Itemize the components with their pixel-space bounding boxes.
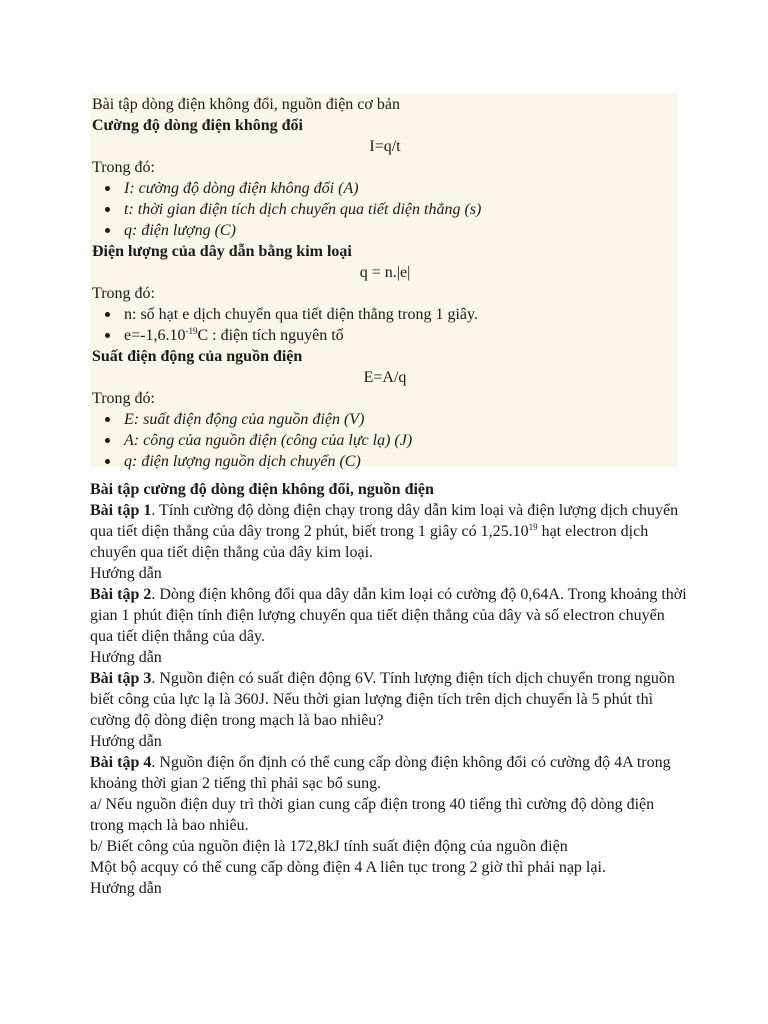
exercise-1	[90, 500, 690, 563]
exercise-text: . Tính cường độ dòng điện chạy trong dây dẫn kim loại và điện lượng dịch chuyển qua tiết diện thẳng của dây trong 2 phút, biết trong 1 giây có 1,25.10	[90, 502, 679, 540]
exercise-text: hạt electron dịch chuyển qua tiết diện thẳng của dây kim loại.	[90, 523, 649, 561]
exercise-text: . Nguồn điện ổn định có thể cung cấp dòng điện không đổi có cường độ 4A trong khoảng thời gian 2 tiếng thì phải sạc bổ sung.	[90, 754, 671, 792]
formula-charge: q = n.|e|	[359, 264, 411, 281]
list-item: n: số hạt e dịch chuyển qua tiết diện thẳng trong 1 giây.	[92, 304, 678, 325]
exercise-3	[90, 668, 690, 731]
list-item: I: cường độ dòng điện không đổi (A)	[92, 178, 678, 199]
box-title: Bài tập dòng điện không đổi, nguồn điện cơ bản	[92, 96, 400, 113]
exercise-4-part-b: b/ Biết công của nguồn điện là 172,8kJ tính suất điện động của nguồn điện	[90, 838, 568, 855]
exercise-label: Bài tập 3	[90, 670, 152, 687]
guide-label: Hướng dẫn	[90, 733, 162, 750]
list-item-text: C : điện tích nguyên tố	[197, 327, 344, 344]
guide-label: Hướng dẫn	[90, 565, 162, 582]
section-heading-current: Cường độ dòng điện không đổi	[92, 117, 303, 134]
list-item: E: suất điện động của nguồn điện (V)	[92, 409, 678, 430]
exercise-text: . Nguồn điện có suất điện động 6V. Tính lượng điện tích dịch chuyển trong nguồn biết công của lực lạ là 360J. Nếu thời gian lượng điện tích trên dịch chuyển là 5 phút thì cường độ dòng điện trong mạch là bao nhiêu?	[90, 670, 675, 729]
section-heading-charge: Điện lượng của dây dẫn bằng kim loại	[92, 243, 352, 260]
exercise-label: Bài tập 4	[90, 754, 152, 771]
definition-list-charge	[92, 304, 678, 346]
list-item: q: điện lượng (C)	[92, 220, 678, 241]
list-item: A: công của nguồn điện (công của lực lạ) (J)	[92, 430, 678, 451]
guide-label: Hướng dẫn	[90, 880, 162, 897]
guide-label: Hướng dẫn	[90, 649, 162, 666]
list-item	[92, 325, 678, 346]
exercise-4-part-a: a/ Nếu nguồn điện duy trì thời gian cung cấp điện trong 40 tiếng thì cường độ dòng điện trong mạch là bao nhiêu.	[90, 796, 655, 834]
list-item: q: điện lượng nguồn dịch chuyển (C)	[92, 451, 678, 472]
where-label: Trong đó:	[92, 390, 155, 407]
section-heading-emf: Suất điện động của nguồn điện	[92, 348, 303, 365]
definition-list-emf	[92, 409, 678, 472]
exercise-label: Bài tập 2	[90, 586, 152, 603]
formula-emf: E=A/q	[363, 369, 407, 386]
where-label: Trong đó:	[92, 159, 155, 176]
exercise-text: . Dòng điện không đổi qua dây dẫn kim loại có cường độ 0,64A. Trong khoảng thời gian 1 phút điện tính điện lượng chuyển qua tiết diện thẳng của dây và số electron chuyển qua tiết diện thẳng của dây.	[90, 586, 687, 645]
where-label: Trong đó:	[92, 285, 155, 302]
list-item-text: e=-1,6.10	[124, 327, 186, 344]
exercise-section	[90, 479, 690, 899]
exercise-4	[90, 752, 690, 794]
definition-list-current	[92, 178, 678, 241]
formula-current: I=q/t	[369, 138, 401, 155]
exponent: 19	[528, 522, 538, 532]
summary-box	[90, 93, 678, 470]
exercise-heading: Bài tập cường độ dòng điện không đổi, nguồn điện	[90, 481, 434, 498]
exponent: -19	[185, 326, 198, 336]
list-item: t: thời gian điện tích dịch chuyển qua tiết diện thẳng (s)	[92, 199, 678, 220]
exercise-2	[90, 584, 690, 647]
exercise-label: Bài tập 1	[90, 502, 152, 519]
exercise-4-extra: Một bộ acquy có thể cung cấp dòng điện 4 A liên tục trong 2 giờ thì phải nạp lại.	[90, 859, 606, 876]
